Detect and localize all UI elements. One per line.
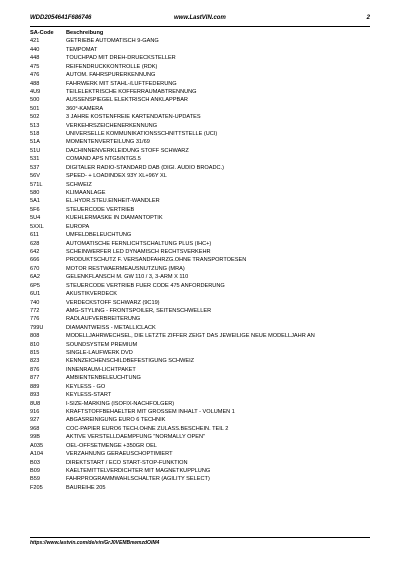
description-cell: RADLAUFVERBREITERUNG <box>66 316 141 323</box>
description-cell: VERZAHNUNG GERAEUSCHOPTIMIERT <box>66 451 173 458</box>
sa-code-cell: 815 <box>30 350 40 357</box>
description-cell: TOUCHPAD MIT DREH-DRUECKSTELLER <box>66 55 176 62</box>
table-row <box>30 265 370 273</box>
sa-code-cell: 893 <box>30 392 40 399</box>
column-header-code: SA-Code <box>30 30 54 36</box>
sa-code-cell: 571L <box>30 181 43 188</box>
description-cell: AUTOMATISCHE FERNLICHTSCHALTUNG PLUS (IHC+) <box>66 240 212 247</box>
table-row <box>30 71 370 79</box>
table-row <box>30 467 370 475</box>
table-row <box>30 155 370 163</box>
table-row <box>30 231 370 239</box>
table-row <box>30 408 370 416</box>
description-cell: 3 JAHRE KOSTENFREIE KARTENDATEN-UPDATES <box>66 114 201 121</box>
table-row <box>30 96 370 104</box>
table-row <box>30 181 370 189</box>
sa-code-cell: 799U <box>30 324 44 331</box>
table-row <box>30 46 370 54</box>
table-row <box>30 63 370 71</box>
sa-code-cell: 99B <box>30 434 40 441</box>
table-row <box>30 391 370 399</box>
sa-code-cell: 513 <box>30 122 40 129</box>
description-cell: OEL-OFFSETMENGE +350GR OEL <box>66 442 157 449</box>
table-row <box>30 214 370 222</box>
sa-code-cell: 51U <box>30 147 41 154</box>
description-cell: DIAMANTWEISS - METALLICLACK <box>66 324 156 331</box>
table-row <box>30 315 370 323</box>
description-cell: I-SIZE-MARKING (ISOFIX-NACHFOLGER) <box>66 400 175 407</box>
description-cell: SCHWEIZ <box>66 181 92 188</box>
description-cell: GELENKFLANSCH M. GW 110 / 3, 3-ARM X 110 <box>66 274 189 281</box>
table-row <box>30 248 370 256</box>
table-row <box>30 206 370 214</box>
table-row <box>30 130 370 138</box>
description-cell: FAHRPROGRAMMWAHLSCHALTER (AGILITY SELECT) <box>66 476 210 483</box>
table-header-row <box>30 29 370 37</box>
table-row <box>30 138 370 146</box>
sa-code-cell: 51A <box>30 139 40 146</box>
table-row <box>30 459 370 467</box>
description-cell: AUSSENSPIEGEL ELEKTRISCH ANKLAPPBAR <box>66 97 188 104</box>
description-cell: STEUERCODE VERTRIEB FUER CODE 475 ANFORDERUNG <box>66 282 225 289</box>
description-cell: KAELTEMITTELVERDICHTER MIT MAGNETKUPPLUNG <box>66 467 211 474</box>
table-row <box>30 416 370 424</box>
description-cell: UMFELDBELEUCHTUNG <box>66 232 132 239</box>
sa-code-cell: 580 <box>30 190 40 197</box>
table-row <box>30 273 370 281</box>
description-cell: MOTOR RESTWAERMEAUSNUTZUNG (MRA) <box>66 265 185 272</box>
table-row <box>30 88 370 96</box>
description-cell: AKTIVE VERSTELLDAEMPFUNG "NORMALLY OPEN" <box>66 434 205 441</box>
sa-code-cell: 475 <box>30 63 40 70</box>
description-cell: UNIVERSELLE KOMMUNIKATIONSSCHNITTSTELLE (UCI) <box>66 131 218 138</box>
sa-code-cell: 6A2 <box>30 274 40 281</box>
description-cell: VERKEHRSZEICHENERKENNUNG <box>66 122 158 129</box>
table-row <box>30 197 370 205</box>
sa-code-cell: 823 <box>30 358 40 365</box>
column-header-description: Beschreibung <box>66 30 104 36</box>
description-cell: SCHEINWERFER LED DYNAMISCH RECHTSVERKEHR <box>66 248 211 255</box>
sa-code-cell: A104 <box>30 451 44 458</box>
description-cell: INNENRAUM-LICHTPAKET <box>66 366 136 373</box>
sa-code-cell: 670 <box>30 265 40 272</box>
table-row <box>30 349 370 357</box>
sa-code-cell: 927 <box>30 417 40 424</box>
table-row <box>30 105 370 113</box>
sa-code-cell: 448 <box>30 55 40 62</box>
table-row <box>30 357 370 365</box>
sa-code-cell: 421 <box>30 38 40 45</box>
sa-code-cell: 8U8 <box>30 400 41 407</box>
sa-code-cell: 877 <box>30 375 40 382</box>
table-row <box>30 383 370 391</box>
sa-code-cell: 476 <box>30 72 40 79</box>
description-cell: BAUREIHE 205 <box>66 484 106 491</box>
description-cell: PRODUKTSCHUTZ F. VERSANDFAHRZG.OHNE TRANSPORTOESEN <box>66 257 247 264</box>
description-cell: TEILELEKTRISCHE KOFFERRAUMABTRENNUNG <box>66 88 197 95</box>
description-cell: SINGLE-LAUFWERK DVD <box>66 350 133 357</box>
description-cell: KEYLESS-START <box>66 392 112 399</box>
table-row <box>30 37 370 45</box>
sa-code-cell: 810 <box>30 341 40 348</box>
description-cell: AMG-STYLING - FRONTSPOILER, SEITENSCHWELLER <box>66 307 212 314</box>
sa-code-cell: 642 <box>30 248 40 255</box>
description-cell: KENNZEICHENSCHILDBEFESTIGUNG SCHWEIZ <box>66 358 195 365</box>
description-cell: AMBIENTENBELEUCHTUNG <box>66 375 141 382</box>
description-cell: STEUERCODE VERTRIEB <box>66 206 135 213</box>
table-row <box>30 307 370 315</box>
table-row <box>30 54 370 62</box>
vin-id: WDD2054641F686746 <box>30 15 92 21</box>
description-cell: ABGASREINIGUNG EURO 6 TECHNIK <box>66 417 166 424</box>
description-cell: EUROPA <box>66 223 90 230</box>
description-cell: KEYLESS - GO <box>66 383 106 390</box>
description-cell: KUEHLERMASKE IN DIAMANTOPTIK <box>66 215 163 222</box>
description-cell: FAHRWERK MIT STAHL-/LUFTFEDERUNG <box>66 80 177 87</box>
description-cell: AKUSTIKVERDECK <box>66 291 117 298</box>
sa-code-cell: 6U1 <box>30 291 41 298</box>
footer-url-link[interactable]: https://www.lastvin.com/de/vin/GrJ0VEMBnwmzdOIM4 <box>30 540 160 546</box>
table-row <box>30 172 370 180</box>
sa-code-cell: 666 <box>30 257 40 264</box>
table-row <box>30 442 370 450</box>
sa-code-cell: B09 <box>30 467 40 474</box>
table-row <box>30 341 370 349</box>
table-row <box>30 475 370 483</box>
page-number: 2 <box>366 15 370 21</box>
sa-code-cell: 500 <box>30 97 40 104</box>
table-row <box>30 122 370 130</box>
sa-code-cell: 5F6 <box>30 206 40 213</box>
description-cell: SOUNDSYSTEM PREMIUM <box>66 341 138 348</box>
description-cell: EL.HYDR.STEU.EINHEIT-WANDLER <box>66 198 160 205</box>
sa-code-cell: 772 <box>30 307 40 314</box>
sa-code-cell: 889 <box>30 383 40 390</box>
sa-code-cell: 5A1 <box>30 198 40 205</box>
sa-code-cell: A035 <box>30 442 44 449</box>
table-row <box>30 374 370 382</box>
table-row <box>30 256 370 264</box>
sa-code-cell: 56V <box>30 173 40 180</box>
description-cell: AUTOM. FAHRSPURERKENNUNG <box>66 72 156 79</box>
description-cell: REIFENDRUCKKONTROLLE (RDK) <box>66 63 158 70</box>
table-row <box>30 290 370 298</box>
sa-code-cell: 628 <box>30 240 40 247</box>
sa-code-cell: 916 <box>30 408 40 415</box>
page-footer <box>30 537 370 550</box>
table-row <box>30 484 370 492</box>
sa-code-cell: 502 <box>30 114 40 121</box>
description-cell: KRAFTSTOFFBEHAELTER MIT GROSSEM INHALT - VOLUMEN 1 <box>66 408 235 415</box>
description-cell: SPEED- + LOADINDEX 93Y XL+96Y XL <box>66 173 167 180</box>
sa-code-cell: 740 <box>30 299 40 306</box>
site-name: www.LastVIN.com <box>174 15 226 21</box>
description-cell: DIGITALER RADIO-STANDARD DAB (DIGI. AUDIO BROADC.) <box>66 164 224 171</box>
table-row <box>30 324 370 332</box>
description-cell: MODELLJAHRWECHSEL, DIE LETZTE ZIFFER ZEIGT DAS JEWEILIGE NEUE MODELLJAHR AN <box>66 333 315 340</box>
table-row <box>30 425 370 433</box>
table-row <box>30 299 370 307</box>
description-cell: 360°-KAMERA <box>66 105 104 112</box>
table-row <box>30 282 370 290</box>
table-row <box>30 332 370 340</box>
sa-code-cell: 876 <box>30 366 40 373</box>
sa-code-cell: 518 <box>30 131 40 138</box>
description-cell: COC-PAPIER EURO6 TECH.OHNE ZULASS.BESCHEIN. TEIL 2 <box>66 425 229 432</box>
description-cell: GETRIEBE AUTOMATISCH 9-GANG <box>66 38 159 45</box>
table-row <box>30 400 370 408</box>
description-cell: VERDECKSTOFF SCHWARZ (9C19) <box>66 299 160 306</box>
sa-code-cell: 488 <box>30 80 40 87</box>
description-cell: DACHINNENVERKLEIDUNG STOFF SCHWARZ <box>66 147 189 154</box>
description-cell: DIREKTSTART / ECO START-STOP-FUNKTION <box>66 459 188 466</box>
sa-code-cell: 611 <box>30 232 39 239</box>
sa-code-cell: 440 <box>30 46 40 53</box>
description-cell: COMAND APS NTG5/NTG5.5 <box>66 156 141 163</box>
description-cell: KLIMAANLAGE <box>66 190 106 197</box>
sa-code-cell: 968 <box>30 425 40 432</box>
sa-code-cell: B59 <box>30 476 40 483</box>
table-row <box>30 80 370 88</box>
table-row <box>30 366 370 374</box>
table-row <box>30 240 370 248</box>
page-header <box>30 14 370 27</box>
description-cell: TEMPOMAT <box>66 46 98 53</box>
table-row <box>30 189 370 197</box>
sa-code-cell: 5XXL <box>30 223 44 230</box>
sa-code-cell: 808 <box>30 333 40 340</box>
sa-code-cell: F205 <box>30 484 43 491</box>
sa-code-cell: 4U9 <box>30 88 41 95</box>
table-row <box>30 113 370 121</box>
sa-code-cell: 537 <box>30 164 40 171</box>
table-row <box>30 147 370 155</box>
description-cell: MOMENTENVERTEILUNG 31/69 <box>66 139 150 146</box>
sa-code-cell: 501 <box>30 105 40 112</box>
sa-code-cell: 6P5 <box>30 282 40 289</box>
table-row <box>30 164 370 172</box>
sa-code-cell: 531 <box>30 156 40 163</box>
sa-code-cell: 776 <box>30 316 40 323</box>
sa-code-table <box>30 29 370 492</box>
table-row <box>30 433 370 441</box>
sa-code-cell: B03 <box>30 459 40 466</box>
table-row <box>30 223 370 231</box>
sa-code-cell: 5U4 <box>30 215 41 222</box>
table-row <box>30 450 370 458</box>
